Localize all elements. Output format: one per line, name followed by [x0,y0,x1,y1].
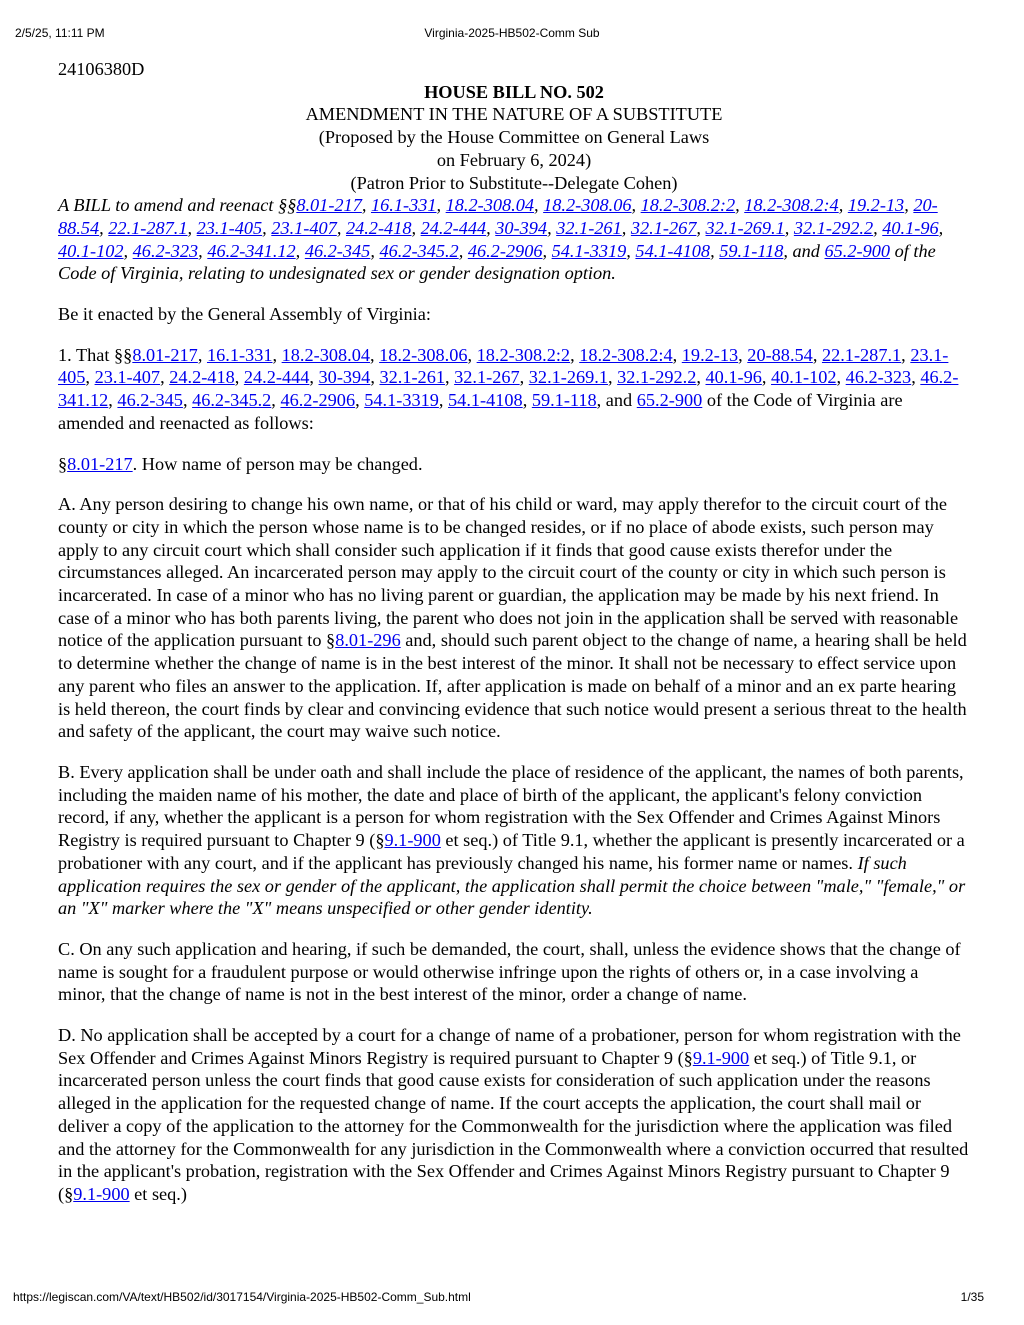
paragraph-a-text-2: and, should such parent object to the change of name, a hearing shall be held to determine whether the change of name is in the best interest of the minor. It shall not be necessary to effect service upon any parent who files an answer to the application. If, after application is made on behalf of a minor and an ex parte hearing is held thereon, the court finds by clear and convincing evidence that such notice would present a serious threat to the health and safety of the applicant, the court may waive such notice. [58,630,967,742]
list-separator: , [370,367,380,388]
list-separator: , [911,367,921,388]
section-1-intro [58,344,970,435]
section-link-40.1-102[interactable]: 40.1-102 [771,367,837,388]
paragraph-b-text-2: et seq.) of Title 9.1, whether the applicant is presently incarcerated or a probationer with any court, and if the applicant has previously changed his name, his former name or names. [58,830,965,873]
amendment-title: AMENDMENT IN THE NATURE OF A SUBSTITUTE [305,104,723,125]
bill-title: HOUSE BILL NO. 502 [424,81,604,102]
section-symbol: § [58,453,68,474]
list-separator: , [570,344,580,365]
section-link-32.1-267[interactable]: 32.1-267 [630,217,697,238]
paragraph-a [58,493,970,743]
section-heading [58,453,970,476]
list-separator: , [761,367,772,388]
list-separator: , [542,240,552,261]
section-link-46.2-345[interactable]: 46.2-345 [304,240,371,261]
section-link-54.1-4108[interactable]: 54.1-4108 [635,240,711,261]
list-separator: , [444,367,455,388]
section-title: . How name of person may be changed. [132,453,423,474]
section-link-46.2-341.12[interactable]: 46.2-341.12 [207,240,296,261]
list-separator: , [336,217,346,238]
page-indicator: 1/35 [960,1290,984,1304]
section-link-54.1-4108[interactable]: 54.1-4108 [448,390,523,411]
section-link-24.2-418[interactable]: 24.2-418 [169,367,235,388]
section-link-59.1-118[interactable]: 59.1-118 [531,390,597,411]
section-link-19.2-13[interactable]: 19.2-13 [681,344,739,365]
list-separator: , [608,367,618,388]
section-link-32.1-269.1[interactable]: 32.1-269.1 [528,367,608,388]
list-separator: , and [596,390,637,411]
list-separator: , [361,195,371,216]
section-link-23.1-407[interactable]: 23.1-407 [271,217,337,238]
paragraph-b-inserted-text: If such application requires the sex or gender of the applicant, the application shall permit the choice between "male," "female," or an "X" marker where the "X" means unspecified or other gender identity. [58,852,966,919]
list-separator: , [534,195,544,216]
section-link-18.2-308.2:4[interactable]: 18.2-308.2:4 [744,195,839,216]
section-link-20-88.54[interactable]: 20-88.54 [58,195,938,238]
section-link-23.1-407[interactable]: 23.1-407 [94,367,161,388]
list-separator: , [458,240,468,261]
section-link-46.2-2906[interactable]: 46.2-2906 [467,240,543,261]
paragraph-d-text-3: et seq.) [129,1183,187,1204]
list-separator: , [467,344,477,365]
list-separator: , and [783,240,825,261]
section-link-46.2-345.2[interactable]: 46.2-345.2 [379,240,459,261]
section-link-18.2-308.04[interactable]: 18.2-308.04 [445,195,534,216]
section-link-46.2-323[interactable]: 46.2-323 [132,240,199,261]
section-link-18.2-308.06[interactable]: 18.2-308.06 [379,344,468,365]
list-separator: , [838,195,848,216]
print-timestamp: 2/5/25, 11:11 PM [15,26,105,40]
section-link-8.01-217[interactable]: 8.01-217 [67,453,133,474]
section-link-65.2-900[interactable]: 65.2-900 [636,390,703,411]
list-separator: , [271,390,281,411]
print-footer [0,1282,1024,1302]
list-separator: , [873,217,883,238]
section-link-32.1-261[interactable]: 32.1-261 [379,367,445,388]
section-link-16.1-331[interactable]: 16.1-331 [206,344,273,365]
section-link-32.1-261[interactable]: 32.1-261 [556,217,622,238]
section-link-65.2-900[interactable]: 65.2-900 [824,240,891,261]
list-separator: , [370,240,380,261]
link-9.1-900[interactable]: 9.1-900 [384,830,441,851]
bill-summary [58,194,970,285]
print-header [0,0,1024,40]
list-separator: , [123,240,133,261]
section-link-24.2-418[interactable]: 24.2-418 [345,217,412,238]
paragraph-d-text-2: et seq.) of Title 9.1, or incarcerated person unless the court finds that good cause exists for consideration of such application under the reasons alleged in the application for the requested change of name. If the court accepts the application, the court shall mail or deliver a copy of the application to the attorney for the Commonwealth for the jurisdiction where the application was filed and the attorney for the Commonwealth for any jurisdiction in the Commonwealth where a conviction occurred that resulted in the applicant's probation, registration with the Sex Offender and Crimes Against Minors Registry pursuant to Chapter 9 (§ [58,1047,969,1204]
list-separator: , [812,344,822,365]
section-link-19.2-13[interactable]: 19.2-13 [847,195,905,216]
section-link-32.1-292.2[interactable]: 32.1-292.2 [617,367,697,388]
section-link-40.1-96[interactable]: 40.1-96 [705,367,762,388]
section-link-22.1-287.1[interactable]: 22.1-287.1 [108,217,188,238]
section-link-30-394[interactable]: 30-394 [318,367,371,388]
list-separator: , [626,240,636,261]
link-9.1-900[interactable]: 9.1-900 [73,1183,130,1204]
section-link-8.01-217[interactable]: 8.01-217 [296,195,362,216]
list-separator: , [519,367,529,388]
list-separator: , [262,217,272,238]
list-end: of the Code of Virginia, relating to undesignated sex or gender designation option. [58,240,936,284]
section-link-23.1-405[interactable]: 23.1-405 [58,344,949,388]
list-separator: , [710,240,720,261]
list-separator: , [272,344,282,365]
list-separator: , [784,217,794,238]
section-link-18.2-308.2:4[interactable]: 18.2-308.2:4 [579,344,673,365]
section-link-32.1-267[interactable]: 32.1-267 [454,367,520,388]
section-link-18.2-308.2:2[interactable]: 18.2-308.2:2 [476,344,571,365]
section-link-40.1-96[interactable]: 40.1-96 [882,217,939,238]
list-end: of the Code of Virginia are amended and reenacted as follows: [58,390,903,433]
list-separator: , [436,195,446,216]
proposed-by: (Proposed by the House Committee on General Laws [318,127,710,148]
list-separator: , [738,344,748,365]
link-9.1-900[interactable]: 9.1-900 [692,1047,750,1068]
section-link-18.2-308.2:2[interactable]: 18.2-308.2:2 [640,195,736,216]
list-separator: , [901,344,911,365]
section-link-20-88.54[interactable]: 20-88.54 [747,344,813,365]
list-separator: , [836,367,846,388]
proposed-date: on February 6, 2024) [436,149,592,170]
list-separator: , [309,367,319,388]
section-link-54.1-3319[interactable]: 54.1-3319 [364,390,439,411]
link-8.01-296[interactable]: 8.01-296 [335,630,401,651]
list-separator: , [621,217,631,238]
enacting-clause: Be it enacted by the General Assembly of Virginia: [58,304,431,325]
section-link-40.1-102[interactable]: 40.1-102 [58,240,124,261]
list-separator: , [486,217,496,238]
list-separator: , [438,390,449,411]
list-separator: , [696,217,706,238]
list-separator: , [198,240,208,261]
section-link-30-394[interactable]: 30-394 [495,217,548,238]
list-separator: , [547,217,557,238]
print-doc-title: Virginia-2025-HB502-Comm Sub [424,26,600,40]
list-separator: , [99,217,109,238]
document-number: 24106380D [58,59,145,79]
section-link-24.2-444[interactable]: 24.2-444 [420,217,487,238]
section-link-32.1-269.1[interactable]: 32.1-269.1 [705,217,785,238]
list-separator: , [355,390,365,411]
list-separator: , [522,390,532,411]
paragraph-a-text-1: A. Any person desiring to change his own name, or that of his child or ward, may apply therefor to the circuit court of the county or city in which the person whose name is to be changed resides, or if no place of abode exists, such person may apply to any circuit court which shall consider such application if it finds that good cause exists therefor under the circumstances alleged. An incarcerated person may apply to the circuit court of the county or city in which such person is incarcerated. In case of a minor who has no living parent or guardian, the application may be made by his next friend. In case of a minor who has both parents living, the parent who does not join in the application shall be served with reasonable notice of the application pursuant to § [58,494,959,651]
paragraph-c: C. On any such application and hearing, if such be demanded, the court, shall, unless the evidence shows that the change of name is sought for a fraudulent purpose or would otherwise infringe upon the rights of others or, in a case involving a minor, that the change of name is not in the best interest of the minor, order a change of name. [58,938,961,1005]
list-separator: , [411,217,421,238]
section-link-24.2-444[interactable]: 24.2-444 [243,367,310,388]
section-1-prefix: 1. That §§ [58,344,133,365]
patron-line: (Patron Prior to Substitute--Delegate Cohen) [350,172,678,193]
section-link-59.1-118[interactable]: 59.1-118 [719,240,784,261]
section-link-46.2-341.12[interactable]: 46.2-341.12 [58,367,959,411]
section-link-46.2-323[interactable]: 46.2-323 [845,367,912,388]
list-separator: , [197,344,207,365]
list-separator: , [187,217,197,238]
section-link-32.1-292.2[interactable]: 32.1-292.2 [793,217,874,238]
paragraph-b-text-1: B. Every application shall be under oath and shall include the place of residence of the applicant, the names of both parents, including the maiden name of his mother, the date and place of birth of the applicant, the applicant's felony conviction record, if any, whether the applicant is a person for whom registration with the Sex Offender and Crimes Against Minors Registry is required pursuant to Chapter 9 (§ [58,761,964,851]
paragraph-d-text-1: D. No application shall be accepted by a court for a change of name of a probationer, person for whom registration with the Sex Offender and Crimes Against Minors Registry is required pursuant to Chapter 9 (§ [58,1025,961,1068]
section-link-46.2-2906[interactable]: 46.2-2906 [280,390,356,411]
list-separator: , [696,367,706,388]
paragraph-b [58,761,970,920]
list-separator: , [735,195,745,216]
paragraph-d [58,1024,970,1206]
section-link-46.2-345.2[interactable]: 46.2-345.2 [192,390,272,411]
list-separator: , [904,195,914,216]
section-link-8.01-217[interactable]: 8.01-217 [132,344,198,365]
summary-intro: A BILL to amend and reenact §§ [58,195,297,216]
list-separator: , [108,390,118,411]
list-separator: , [85,367,95,388]
list-separator: , [182,390,193,411]
print-url: https://legiscan.com/VA/text/HB502/id/3017154/Virginia-2025-HB502-Comm_Sub.html [13,1290,471,1304]
section-link-18.2-308.04[interactable]: 18.2-308.04 [281,344,370,365]
list-separator: , [295,240,305,261]
section-link-54.1-3319[interactable]: 54.1-3319 [551,240,627,261]
list-separator: , [234,367,244,388]
section-link-23.1-405[interactable]: 23.1-405 [196,217,263,238]
section-link-16.1-331[interactable]: 16.1-331 [370,195,437,216]
list-separator: , [369,344,380,365]
bill-document [58,58,970,1206]
list-separator: , [160,367,170,388]
section-link-22.1-287.1[interactable]: 22.1-287.1 [821,344,902,365]
section-link-18.2-308.06[interactable]: 18.2-308.06 [543,195,632,216]
list-separator: , [672,344,682,365]
list-separator: , [938,217,944,238]
list-separator: , [631,195,641,216]
section-link-46.2-345[interactable]: 46.2-345 [117,390,183,411]
